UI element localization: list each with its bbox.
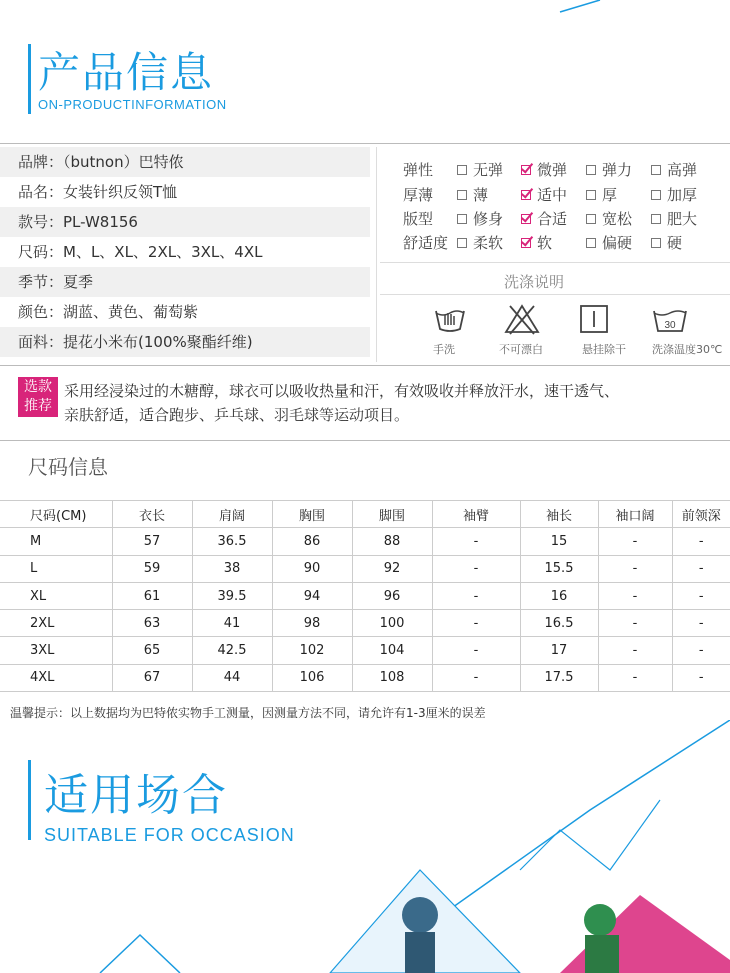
divider xyxy=(380,294,730,295)
table-cell: 44 xyxy=(192,664,272,691)
table-header-cell: 前领深 xyxy=(672,501,730,528)
wash-caption: 不可漂白 xyxy=(499,343,543,356)
table-cell: 63 xyxy=(112,610,192,637)
product-info-row: 品名：女装针织反领T恤 xyxy=(18,183,178,201)
table-cell: 17.5 xyxy=(520,664,598,691)
table-cell: 16 xyxy=(520,582,598,609)
wash-30-icon xyxy=(650,303,690,337)
table-cell: - xyxy=(432,528,520,555)
attribute-option xyxy=(457,208,503,229)
checkbox-empty-icon xyxy=(586,238,596,248)
table-cell: - xyxy=(598,610,672,637)
attribute-option-label: 薄 xyxy=(473,186,489,204)
attribute-option-label: 偏硬 xyxy=(602,234,633,252)
table-cell: 2XL xyxy=(0,610,112,637)
table-cell: L xyxy=(0,555,112,582)
checkbox-checked-icon xyxy=(521,238,531,248)
attribute-option xyxy=(521,159,567,180)
attribute-option xyxy=(586,208,632,229)
attribute-option-label: 柔软 xyxy=(473,234,504,252)
attribute-option xyxy=(651,184,697,205)
column-divider xyxy=(376,147,377,362)
no-bleach-icon xyxy=(502,302,542,336)
attribute-option-label: 厚 xyxy=(602,186,618,204)
attribute-option-label: 软 xyxy=(537,234,553,252)
wash-caption: 手洗 xyxy=(433,343,455,356)
attribute-option xyxy=(521,184,567,205)
table-row xyxy=(0,664,730,691)
checkbox-empty-icon xyxy=(586,214,596,224)
table-cell: 16.5 xyxy=(520,610,598,637)
attribute-option xyxy=(586,159,632,180)
divider xyxy=(0,143,730,144)
checkbox-checked-icon xyxy=(521,190,531,200)
table-header-cell: 胸围 xyxy=(272,501,352,528)
table-cell: - xyxy=(598,582,672,609)
table-cell: 104 xyxy=(352,637,432,664)
decor-line-top xyxy=(540,0,730,14)
table-header-cell: 尺码(CM) xyxy=(0,501,112,528)
attribute-option xyxy=(586,184,617,205)
table-header-row xyxy=(0,501,730,528)
table-cell: M xyxy=(0,528,112,555)
checkbox-empty-icon xyxy=(457,214,467,224)
table-cell: - xyxy=(672,664,730,691)
table-row xyxy=(0,610,730,637)
product-info-subtitle: ON-PRODUCTINFORMATION xyxy=(38,97,227,112)
table-cell: 17 xyxy=(520,637,598,664)
table-cell: - xyxy=(432,582,520,609)
wash-caption: 洗涤温度30℃ xyxy=(652,343,723,356)
attribute-option-label: 加厚 xyxy=(667,186,698,204)
table-cell: 86 xyxy=(272,528,352,555)
product-info-title: 产品信息 xyxy=(38,48,215,97)
attribute-option xyxy=(651,232,682,253)
table-cell: 57 xyxy=(112,528,192,555)
title-accent-bar xyxy=(28,760,31,840)
attribute-option-label: 合适 xyxy=(537,210,568,228)
product-info-row: 款号：PL-W8156 xyxy=(0,207,370,237)
table-header-cell: 袖口阔 xyxy=(598,501,672,528)
attribute-option-label: 适中 xyxy=(537,186,568,204)
attribute-option-label: 修身 xyxy=(473,210,504,228)
recommend-tag xyxy=(18,377,58,417)
attribute-option-label: 无弹 xyxy=(473,161,504,179)
wash-temp-label: 30 xyxy=(664,320,676,331)
attribute-option xyxy=(651,159,697,180)
product-info-row: 面料：提花小米布(100%聚酯纤维) xyxy=(0,327,370,357)
table-header-cell: 衣长 xyxy=(112,501,192,528)
attribute-label: 厚薄 xyxy=(403,186,434,204)
table-cell: 65 xyxy=(112,637,192,664)
checkbox-empty-icon xyxy=(651,190,661,200)
checkbox-empty-icon xyxy=(651,238,661,248)
attribute-option-label: 高弹 xyxy=(667,161,698,179)
attribute-option-label: 硬 xyxy=(667,234,683,252)
table-cell: 4XL xyxy=(0,664,112,691)
table-cell: 98 xyxy=(272,610,352,637)
table-cell: 88 xyxy=(352,528,432,555)
checkbox-checked-icon xyxy=(521,165,531,175)
recommend-text-line1: 采用经浸染过的木糖醇，球衣可以吸收热量和汗，有效吸收并释放汗水，速干透气、 xyxy=(64,382,620,400)
attribute-option xyxy=(457,232,503,253)
checkbox-empty-icon xyxy=(457,165,467,175)
table-cell: 59 xyxy=(112,555,192,582)
table-cell: 100 xyxy=(352,610,432,637)
hand-wash-icon xyxy=(430,303,470,337)
table-cell: 108 xyxy=(352,664,432,691)
table-cell: - xyxy=(672,555,730,582)
checkbox-empty-icon xyxy=(586,190,596,200)
table-cell: - xyxy=(598,555,672,582)
attribute-option-label: 肥大 xyxy=(667,210,698,228)
table-cell: - xyxy=(672,528,730,555)
recommend-tag-line1: 选款 xyxy=(24,379,52,395)
table-header-cell: 肩阔 xyxy=(192,501,272,528)
table-cell: - xyxy=(598,528,672,555)
table-cell: 106 xyxy=(272,664,352,691)
table-row xyxy=(0,555,730,582)
attribute-option-label: 弹力 xyxy=(602,161,633,179)
table-row xyxy=(0,637,730,664)
table-cell: 42.5 xyxy=(192,637,272,664)
decor-lines-occasion xyxy=(0,720,730,973)
recommend-text-line2: 亲肤舒适，适合跑步、乒乓球、羽毛球等运动项目。 xyxy=(64,406,410,424)
attribute-label: 舒适度 xyxy=(403,234,449,252)
table-cell: 15.5 xyxy=(520,555,598,582)
table-cell: - xyxy=(598,637,672,664)
table-cell: 36.5 xyxy=(192,528,272,555)
table-cell: - xyxy=(598,664,672,691)
table-cell: 90 xyxy=(272,555,352,582)
checkbox-empty-icon xyxy=(586,165,596,175)
product-info-row: 品牌：（butnon）巴特侬 xyxy=(0,147,370,177)
product-info-row: 尺码：M、L、XL、2XL、3XL、4XL xyxy=(18,243,263,261)
wash-caption: 悬挂除干 xyxy=(582,343,626,356)
table-cell: - xyxy=(672,610,730,637)
attribute-option xyxy=(521,232,552,253)
attribute-option xyxy=(651,208,697,229)
size-info-title: 尺码信息 xyxy=(28,455,108,479)
table-cell: 38 xyxy=(192,555,272,582)
table-cell: - xyxy=(672,582,730,609)
divider xyxy=(0,365,730,366)
checkbox-empty-icon xyxy=(651,214,661,224)
table-cell: 92 xyxy=(352,555,432,582)
title-accent-bar xyxy=(28,44,31,114)
attribute-label: 版型 xyxy=(403,210,434,228)
attribute-option-label: 微弹 xyxy=(537,161,568,179)
attribute-option xyxy=(586,232,632,253)
table-cell: 15 xyxy=(520,528,598,555)
attribute-label: 弹性 xyxy=(403,161,434,179)
checkbox-checked-icon xyxy=(521,214,531,224)
table-cell: 41 xyxy=(192,610,272,637)
checkbox-empty-icon xyxy=(651,165,661,175)
checkbox-empty-icon xyxy=(457,190,467,200)
attribute-option xyxy=(457,184,488,205)
checkbox-empty-icon xyxy=(457,238,467,248)
product-info-row: 颜色：湖蓝、黄色、葡萄紫 xyxy=(18,303,199,321)
divider xyxy=(0,440,730,441)
table-cell: - xyxy=(432,637,520,664)
size-table xyxy=(0,500,730,692)
attribute-option xyxy=(521,208,567,229)
table-cell: - xyxy=(432,555,520,582)
table-cell: 96 xyxy=(352,582,432,609)
table-header-cell: 袖臂 xyxy=(432,501,520,528)
table-header-cell: 脚围 xyxy=(352,501,432,528)
table-cell: - xyxy=(432,664,520,691)
occasion-title: 适用场合 xyxy=(44,770,228,821)
table-cell: 94 xyxy=(272,582,352,609)
washing-title: 洗涤说明 xyxy=(504,273,565,291)
attribute-option-label: 宽松 xyxy=(602,210,633,228)
attribute-option xyxy=(457,159,503,180)
table-cell: 102 xyxy=(272,637,352,664)
hang-dry-icon xyxy=(574,303,614,337)
product-info-row: 季节：夏季 xyxy=(0,267,370,297)
table-row xyxy=(0,582,730,609)
table-cell: XL xyxy=(0,582,112,609)
table-cell: - xyxy=(672,637,730,664)
table-cell: - xyxy=(432,610,520,637)
table-cell: 3XL xyxy=(0,637,112,664)
divider xyxy=(380,262,730,263)
size-note: 温馨提示：以上数据均为巴特侬实物手工测量，因测量方法不同，请允许有1-3厘米的误差 xyxy=(10,706,486,720)
occasion-subtitle: SUITABLE FOR OCCASION xyxy=(44,825,295,845)
table-header-cell: 袖长 xyxy=(520,501,598,528)
table-cell: 67 xyxy=(112,664,192,691)
table-cell: 39.5 xyxy=(192,582,272,609)
recommend-tag-line2: 推荐 xyxy=(24,398,52,414)
table-cell: 61 xyxy=(112,582,192,609)
table-row xyxy=(0,528,730,555)
